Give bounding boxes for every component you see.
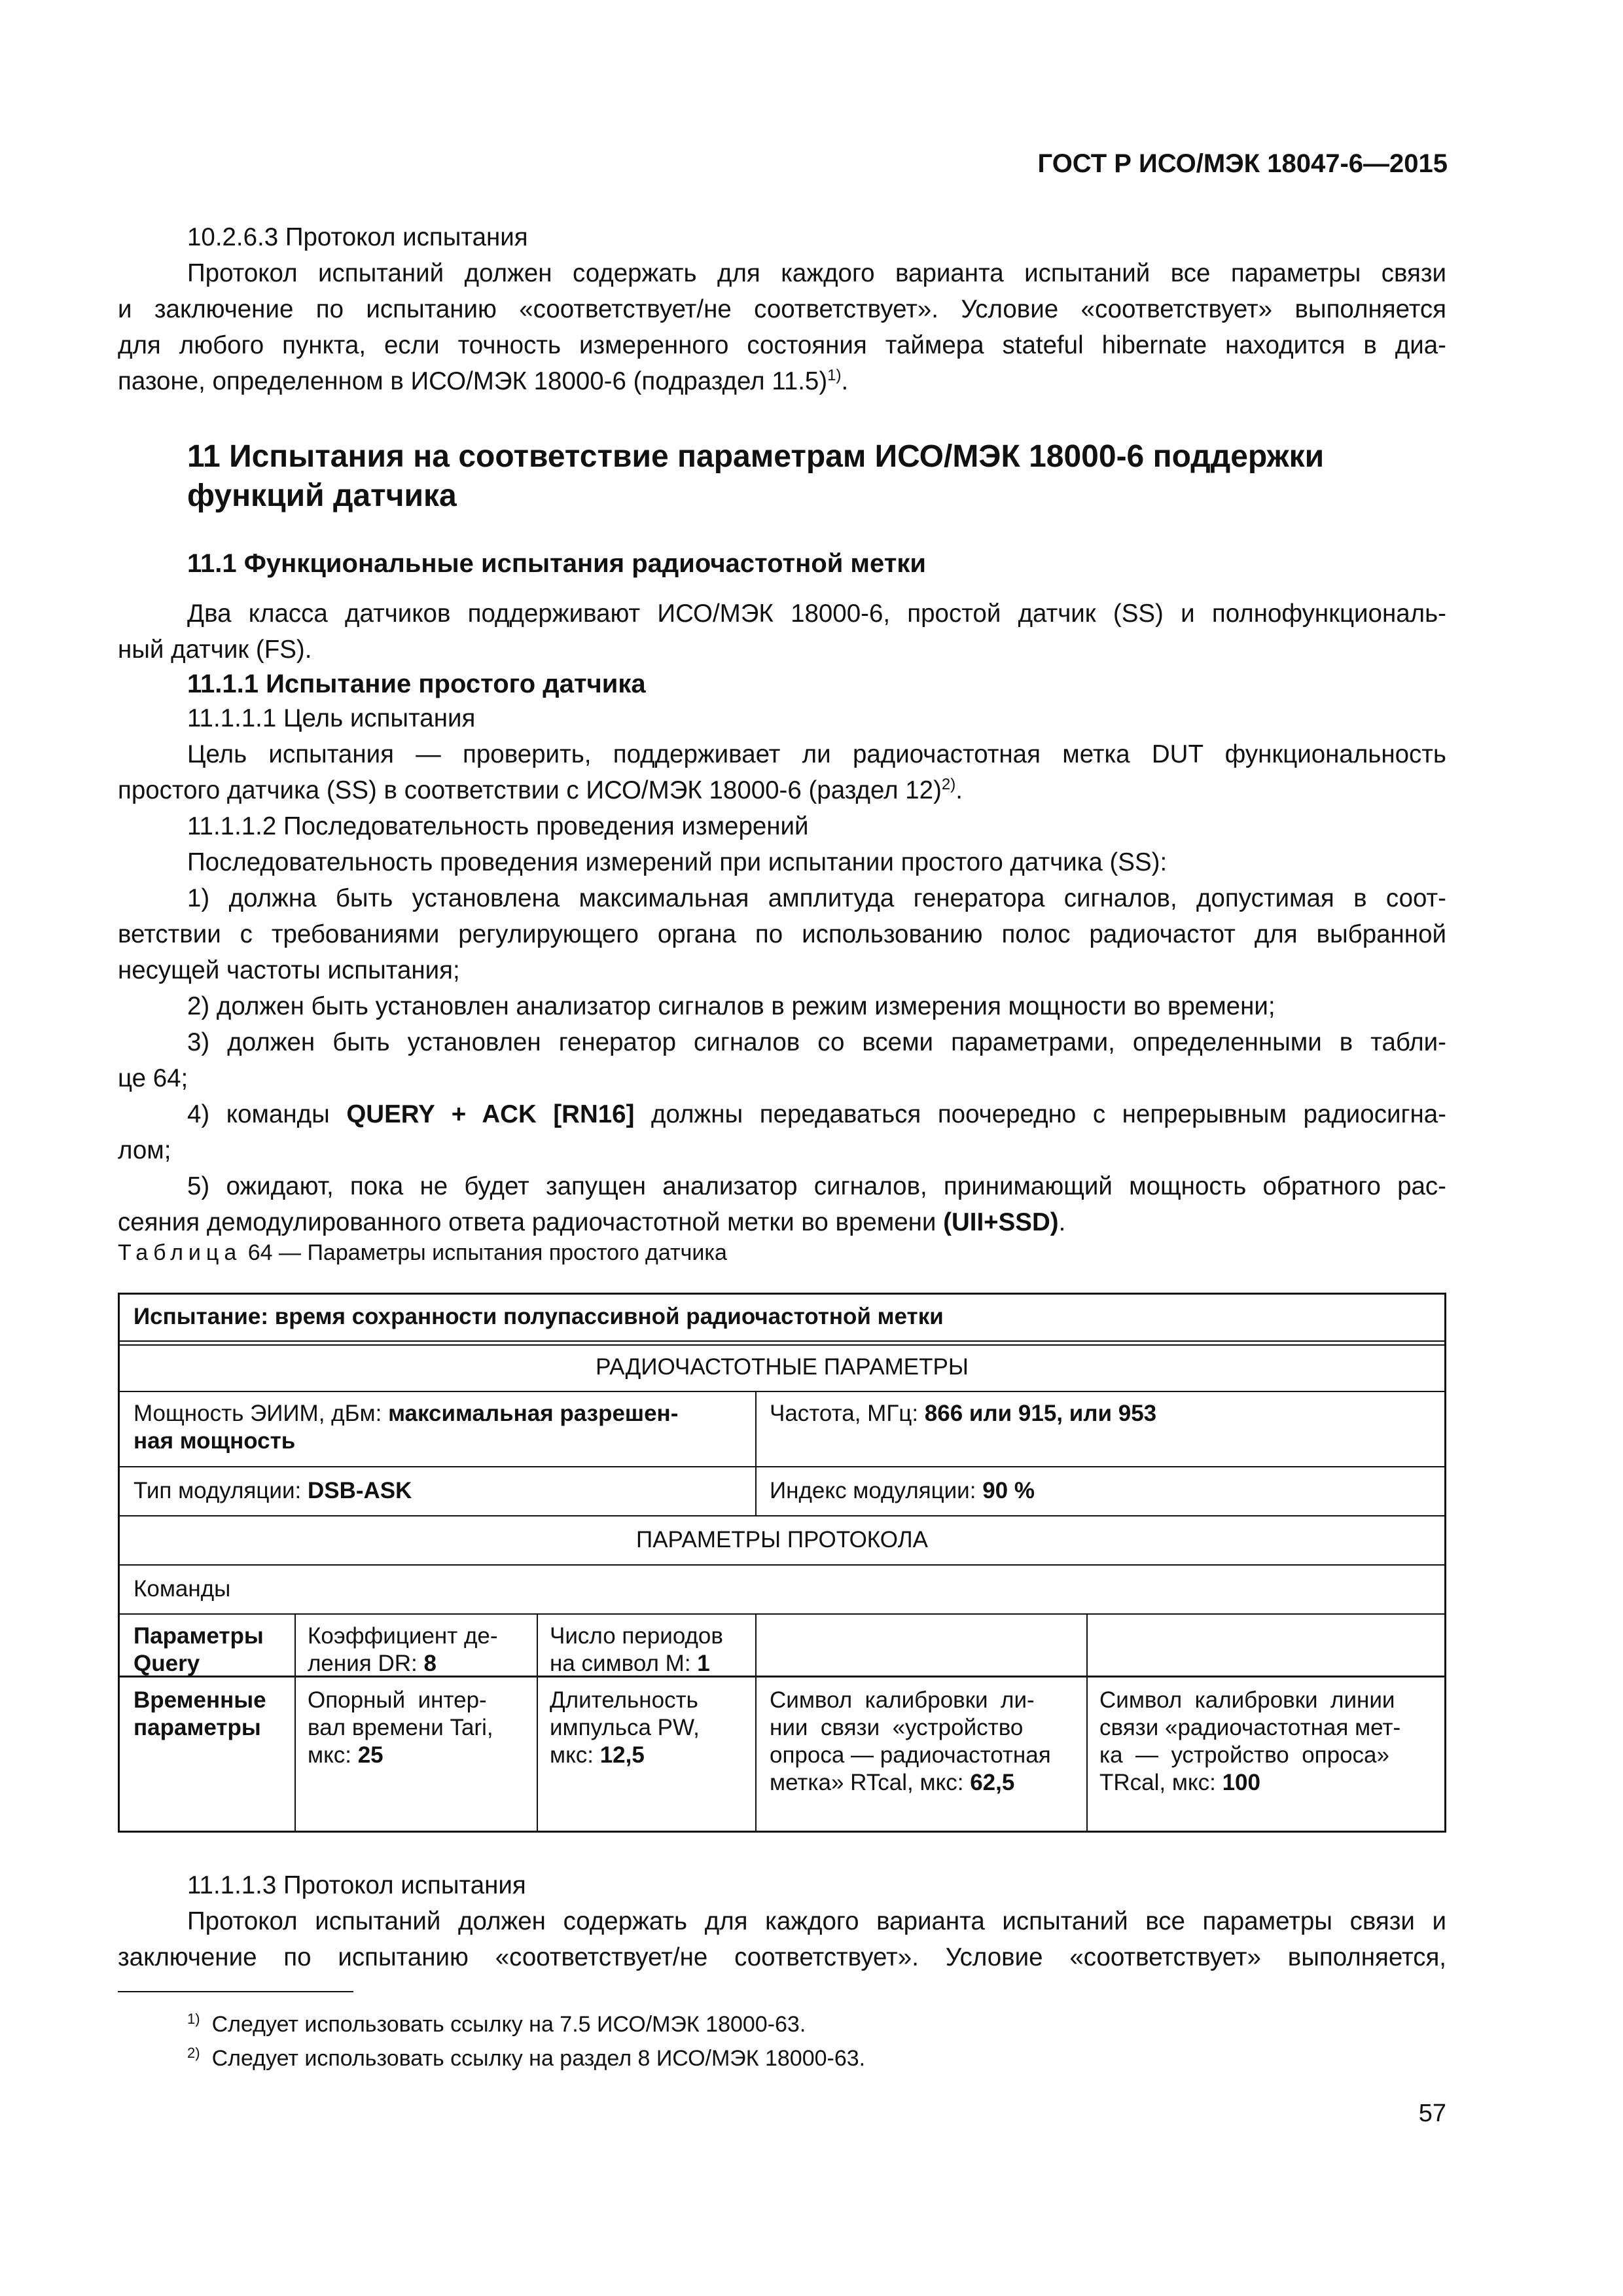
table-cell-query-label: Параметры Query <box>134 1623 264 1676</box>
table-cell-frequency: Частота, МГц: 866 или 915, или 953 <box>770 1401 1157 1426</box>
table-cell-timing-label: Временные параметры <box>134 1687 266 1740</box>
subsection-title-11-1-1-2: 11.1.1.2 Последовательность проведения измерений <box>187 812 809 840</box>
list-item-line: сеяния демодулированного ответа радиочастотной метки во времени (UII+SSD). <box>118 1208 1066 1236</box>
table-rule <box>118 1391 1446 1392</box>
list-item-line: 2) должен быть установлен анализатор сигналов в режим измерения мощности во времени; <box>187 992 1275 1020</box>
table-rule <box>118 1515 1446 1516</box>
paragraph-line: Протокол испытаний должен содержать для каждого варианта испытаний все параметры связи <box>187 259 1446 287</box>
table-caption: Таблица 64 — Параметры испытания простого датчика <box>118 1240 727 1265</box>
paragraph-line: Два класса датчиков поддерживают ИСО/МЭК 18000-6, простой датчик (SS) и полнофункциональ- <box>187 600 1446 628</box>
paragraph-line: Последовательность проведения измерений при испытании простого датчика (SS): <box>187 848 1168 876</box>
table-rule <box>118 1564 1446 1566</box>
paragraph-line: ный датчик (FS). <box>118 636 312 664</box>
table-cell-tari: Опорный интер- вал времени Tari, мкс: 25 <box>308 1687 493 1768</box>
list-item-line: ветствии с требованиями регулирующего органа по использованию полос радиочастот для выбранной <box>118 920 1446 948</box>
table-rule <box>118 1340 1446 1342</box>
section-heading-11-1-1: 11.1.1 Испытание простого датчика <box>187 670 646 698</box>
list-item-line: 4) команды QUERY + ACK [RN16] должны передаваться поочередно с непрерывным радиосигна- <box>187 1100 1447 1128</box>
table-cell-dr: Коэффициент де- ления DR: 8 <box>308 1623 498 1676</box>
section-heading-11-cont: функций датчика <box>187 478 457 513</box>
footnote-ref: 2) <box>941 776 956 794</box>
parameters-table <box>118 1293 1446 1833</box>
table-cell-power: Мощность ЭИИМ, дБм: максимальная разрешен- ная мощность <box>134 1401 679 1454</box>
table-cell-test: Испытание: время сохранности полупассивной радиочастотной метки <box>134 1304 944 1329</box>
paragraph-line: простого датчика (SS) в соответствии с ИСО/МЭК 18000-6 (раздел 12)$^{2)}$. <box>118 776 963 804</box>
list-item-line: це 64; <box>118 1064 188 1092</box>
paragraph-line: Цель испытания — проверить, поддерживает ли радиочастотная метка DUT функциональность <box>187 740 1446 768</box>
table-cell-rtcal: Символ калибровки ли- нии связи «устройство опроса — радиочастотная метка» RTcal, мкс: 62,5 <box>770 1687 1051 1795</box>
list-item-line: 1) должна быть установлена максимальная амплитуда генератора сигналов, допустимая в соот- <box>187 884 1446 912</box>
list-item-line: 3) должен быть установлен генератор сигналов со всеми параметрами, определенными в табли- <box>187 1028 1446 1056</box>
list-item-line: лом; <box>118 1136 171 1164</box>
paragraph-line: Протокол испытаний должен содержать для каждого варианта испытаний все параметры связи и <box>187 1907 1446 1935</box>
paragraph-line: пазоне, определенном в ИСО/МЭК 18000-6 (подраздел 11.5)$^{1)}$. <box>118 367 849 395</box>
section-title-10-2-6-3: 10.2.6.3 Протокол испытания <box>187 223 528 251</box>
table-rule <box>118 1466 1446 1467</box>
table-rule <box>755 1613 757 1833</box>
table-border <box>118 1293 1446 1295</box>
table-header-protocol: ПАРАМЕТРЫ ПРОТОКОЛА <box>636 1527 928 1552</box>
table-rule <box>755 1391 757 1516</box>
table-rule <box>118 1613 1446 1615</box>
table-rule <box>118 1344 1446 1346</box>
table-rule <box>1086 1613 1088 1833</box>
list-item-line: 5) ожидают, пока не будет запущен анализатор сигналов, принимающий мощность обратного рас- <box>187 1172 1446 1200</box>
paragraph-line: и заключение по испытанию «соответствует/не соответствует». Условие «соответствует» выполняется <box>118 295 1446 323</box>
table-cell-mod-index: Индекс модуляции: 90 % <box>770 1478 1035 1503</box>
table-cell-pw: Длительность импульса PW, мкс: 12,5 <box>550 1687 700 1768</box>
footnote-2: $^{2)}$ Следует использовать ссылку на раздел 8 ИСО/МЭК 18000-63. <box>187 2044 866 2071</box>
list-item-line: несущей частоты испытания; <box>118 956 460 984</box>
paragraph-line: заключение по испытанию «соответствует/не соответствует». Условие «соответствует» выполняется, <box>118 1943 1446 1971</box>
table-cell-mod-type: Тип модуляции: DSB-ASK <box>134 1478 412 1503</box>
subsection-title-11-1-1-1: 11.1.1.1 Цель испытания <box>187 704 476 732</box>
paragraph-line: для любого пункта, если точность измеренного состояния таймера stateful hibernate находится в диа- <box>118 331 1446 359</box>
subsection-title-11-1-1-3: 11.1.1.3 Протокол испытания <box>187 1871 526 1899</box>
section-heading-11: 11 Испытания на соответствие параметрам ИСО/МЭК 18000-6 поддержки <box>187 439 1325 474</box>
table-cell-commands: Команды <box>134 1576 231 1602</box>
document-header: ГОСТ Р ИСО/МЭК 18047-6—2015 <box>1037 149 1448 178</box>
table-rule <box>537 1613 538 1833</box>
table-border <box>118 1831 1446 1833</box>
page-number: 57 <box>1418 2100 1446 2127</box>
footnote-separator <box>118 1991 353 1992</box>
table-header-rf: РАДИОЧАСТОТНЫЕ ПАРАМЕТРЫ <box>596 1354 969 1380</box>
table-cell-m: Число периодов на символ M: 1 <box>550 1623 723 1676</box>
table-rule <box>294 1613 296 1833</box>
footnote-1: $^{1)}$ Следует использовать ссылку на 7.5 ИСО/МЭК 18000-63. <box>187 2010 806 2037</box>
footnote-ref: 1) <box>827 367 842 385</box>
table-cell-trcal: Символ калибровки линии связи «радиочастотная мет- ка — устройство опроса» TRcal, мкс: 100 <box>1099 1687 1401 1795</box>
section-heading-11-1: 11.1 Функциональные испытания радиочастотной метки <box>187 549 926 578</box>
table-border <box>1444 1293 1446 1833</box>
